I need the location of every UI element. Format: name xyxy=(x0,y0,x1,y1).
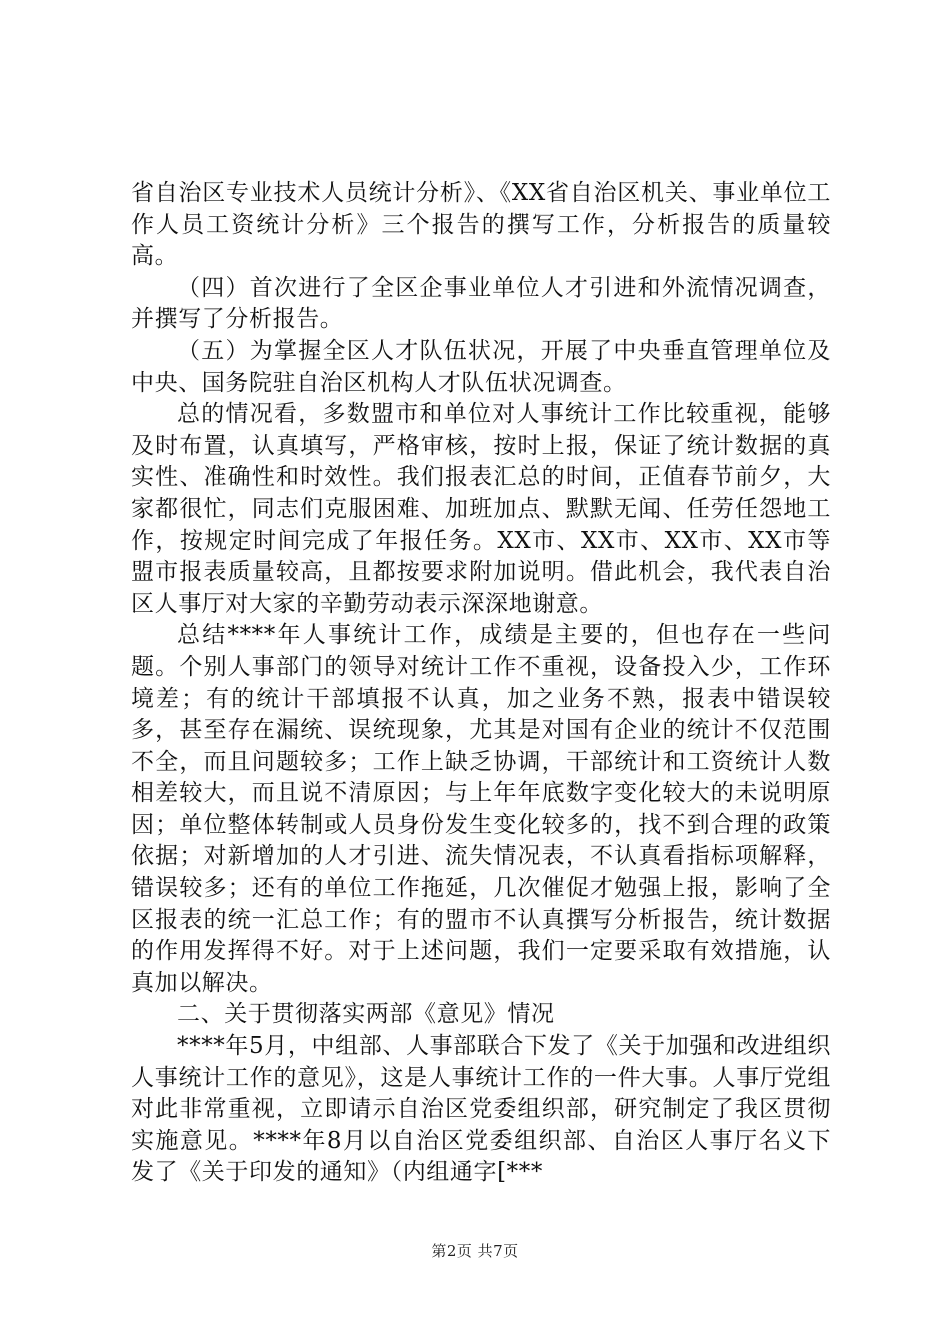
page-number-footer: 第2页 共7页 xyxy=(431,1242,519,1260)
paragraph-2: （四）首次进行了全区企事业单位人才引进和外流情况调查，并撰写了分析报告。 xyxy=(131,274,831,333)
document-body xyxy=(131,178,831,1189)
paragraph-1: 省自治区专业技术人员统计分析》、《XX省自治区机关、事业单位工作人员工资统计分析》三个报告的撰写工作，分析报告的质量较高。 xyxy=(131,180,831,270)
section-heading: 二、关于贯彻落实两部《意见》情况 xyxy=(177,1001,555,1028)
paragraph-4: 总的情况看，多数盟市和单位对人事统计工作比较重视，能够及时布置，认真填写，严格审核，按时上报，保证了统计数据的真实性、准确性和时效性。我们报表汇总的时间，正值春节前夕，大家都很忙，同志们克服困难、加班加点、默默无闻、任劳任怨地工作，按规定时间完成了年报任务。XX市、XX市、XX市、XX市等盟市报表质量较高，且都按要求附加说明。借此机会，我代表自治区人事厅对大家的辛勤劳动表示深深地谢意。 xyxy=(131,401,831,617)
paragraph-5: 总结****年人事统计工作，成绩是主要的，但也存在一些问题。个别人事部门的领导对统计工作不重视，设备投入少，工作环境差；有的统计干部填报不认真，加之业务不熟，报表中错误较多，甚至存在漏统、误统现象，尤其是对国有企业的统计不仅范围不全，而且问题较多；工作上缺乏协调，干部统计和工资统计人数相差较大，而且说不清原因；与上年年底数字变化较大的未说明原因；单位整体转制或人员身份发生变化较多的，找不到合理的政策依据；对新增加的人才引进、流失情况表，不认真看指标项解释，错误较多；还有的单位工作拖延，几次催促才勉强上报，影响了全区报表的统一汇总工作；有的盟市不认真撰写分析报告，统计数据的作用发挥得不好。对于上述问题，我们一定要采取有效措施，认真加以解决。 xyxy=(131,622,831,996)
paragraph-7: ****年5月，中组部、人事部联合下发了《关于加强和改进组织人事统计工作的意见》，这是人事统计工作的一件大事。人事厅党组对此非常重视，立即请示自治区党委组织部，研究制定了我区贯彻实施意见。****年8月以自治区党委组织部、自治区人事厅名义下发了《关于印发的通知》（内组通字[*** xyxy=(131,1033,831,1186)
paragraph-3: （五）为掌握全区人才队伍状况，开展了中央垂直管理单位及中央、国务院驻自治区机构人才队伍状况调查。 xyxy=(131,337,831,396)
